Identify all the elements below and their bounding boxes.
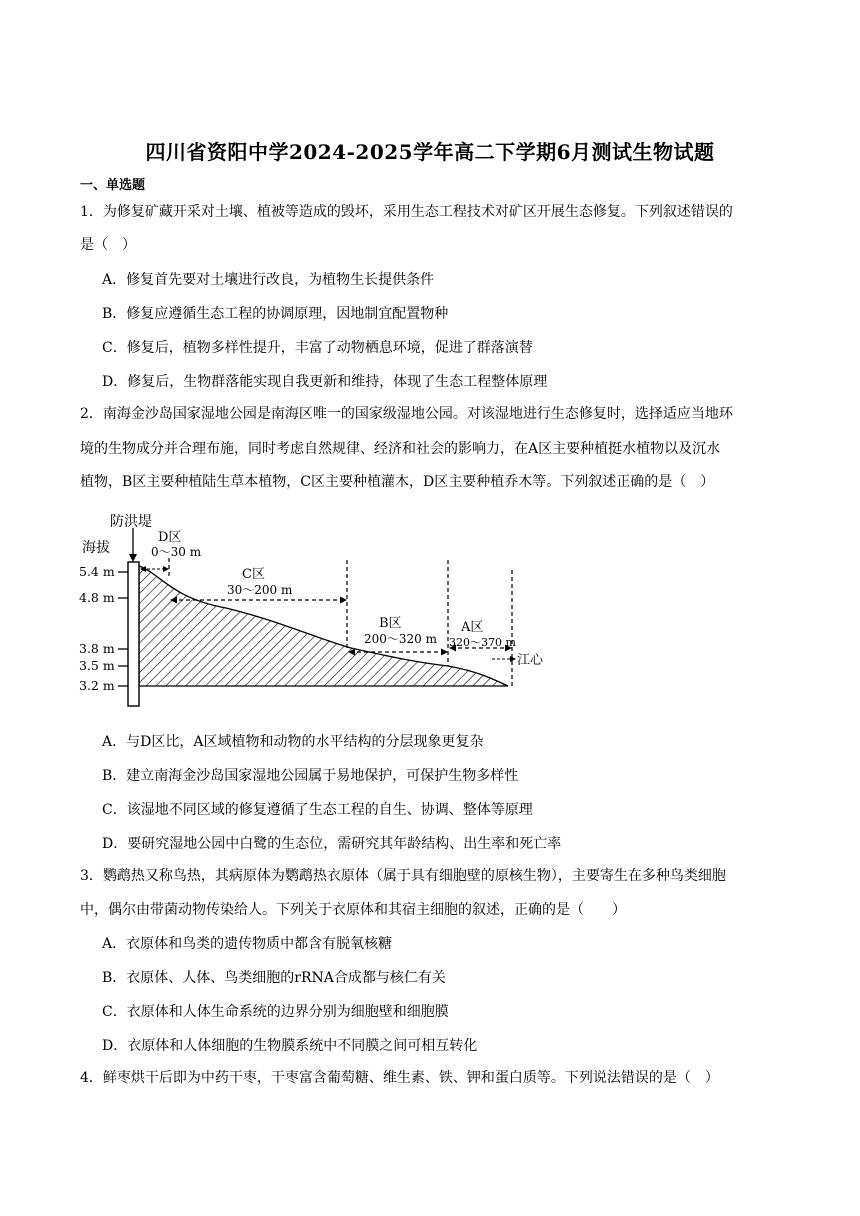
q2-stem-line: 境的生物成分并合理布施，同时考虑自然规律、经济和社会的影响力，在A区主要种植挺水植物以及沉水 bbox=[80, 441, 721, 457]
q1-stem-line: 1．为修复矿藏开采对土壤、植被等造成的毁坏，采用生态工程技术对矿区开展生态修复。下列叙述错误的 bbox=[80, 204, 733, 220]
zone-c-range: 30～200 m bbox=[227, 583, 293, 597]
q3-stem-line: 3．鹦鹉热又称鸟热，其病原体为鹦鹉热衣原体（属于具有细胞壁的原核生物），主要寄生在多种鸟类细胞 bbox=[80, 868, 726, 884]
q3-option-a: A．衣原体和鸟类的遗传物质中都含有脱氧核糖 bbox=[102, 936, 393, 952]
zone-c-name: C区 bbox=[242, 567, 265, 582]
q2-option-d: D．要研究湿地公园中白鹭的生态位，需研究其年龄结构、出生率和死亡率 bbox=[102, 836, 562, 852]
q2-option-b: B．建立南海金沙岛国家湿地公园属于易地保护，可保护生物多样性 bbox=[102, 768, 519, 784]
q3-option-d: D．衣原体和人体细胞的生物膜系统中不同膜之间可相互转化 bbox=[102, 1038, 478, 1054]
zone-d-range: 0～30 m bbox=[151, 545, 202, 559]
bank-profile bbox=[139, 566, 508, 686]
exam-title: 四川省资阳中学2024-2025学年高二下学期6月测试生物试题 bbox=[145, 140, 715, 164]
q2-option-a: A．与D区比，A区域植物和动物的水平结构的分层现象更复杂 bbox=[102, 734, 484, 750]
elevation-tick-label: 4.8 m bbox=[79, 590, 115, 605]
q2-stem-line: 2．南海金沙岛国家湿地公园是南海区唯一的国家级湿地公园。对该湿地进行生态修复时，选择适应当地环 bbox=[80, 406, 733, 422]
dike-wall bbox=[128, 562, 139, 706]
elevation-tick-label: 5.4 m bbox=[79, 564, 115, 579]
zone-a-name: A区 bbox=[461, 620, 484, 635]
elevation-tick-label: 3.5 m bbox=[79, 658, 115, 673]
q3-option-b: B．衣原体、人体、鸟类细胞的rRNA合成都与核仁有关 bbox=[102, 970, 446, 986]
elevation-label: 海拔 bbox=[82, 540, 110, 556]
q1-option-c: C．修复后，植物多样性提升，丰富了动物栖息环境，促进了群落演替 bbox=[102, 340, 533, 356]
q3-option-c: C．衣原体和人体生命系统的边界分别为细胞壁和细胞膜 bbox=[102, 1004, 449, 1020]
elevation-tick-label: 3.8 m bbox=[79, 641, 115, 656]
river-center-label: 江心 bbox=[517, 653, 544, 668]
q1-stem-line: 是（ ） bbox=[80, 237, 136, 253]
q1-option-b: B．修复应遵循生态工程的协调原理，因地制宜配置物种 bbox=[102, 306, 449, 322]
zone-d-name: D区 bbox=[158, 530, 182, 545]
q2-option-c: C．该湿地不同区域的修复遵循了生态工程的自生、协调、整体等原理 bbox=[102, 802, 533, 818]
elevation-tick-label: 3.2 m bbox=[79, 678, 115, 693]
wetland-elevation-diagram bbox=[76, 508, 546, 713]
q1-option-a: A．修复首先要对土壤进行改良，为植物生长提供条件 bbox=[102, 272, 435, 288]
zone-a-range: 320～370 m bbox=[449, 636, 516, 649]
q4-stem-line: 4．鲜枣烘干后即为中药干枣，干枣富含葡萄糖、维生素、铁、钾和蛋白质等。下列说法错误的是（ ） bbox=[80, 1070, 719, 1086]
q2-stem-line: 植物，B区主要种植陆生草本植物，C区主要种植灌木，D区主要种植乔木等。下列叙述正确的是（ ） bbox=[80, 474, 715, 490]
dike-label: 防洪堤 bbox=[110, 514, 152, 530]
section-heading: 一、单选题 bbox=[80, 178, 146, 193]
q3-stem-line: 中，偶尔由带菌动物传染给人。下列关于衣原体和其宿主细胞的叙述，正确的是（ ） bbox=[80, 902, 626, 918]
q1-option-d: D．修复后，生物群落能实现自我更新和维持，体现了生态工程整体原理 bbox=[102, 374, 548, 390]
zone-b-range: 200～320 m bbox=[364, 632, 438, 646]
zone-b-name: B区 bbox=[379, 616, 402, 631]
